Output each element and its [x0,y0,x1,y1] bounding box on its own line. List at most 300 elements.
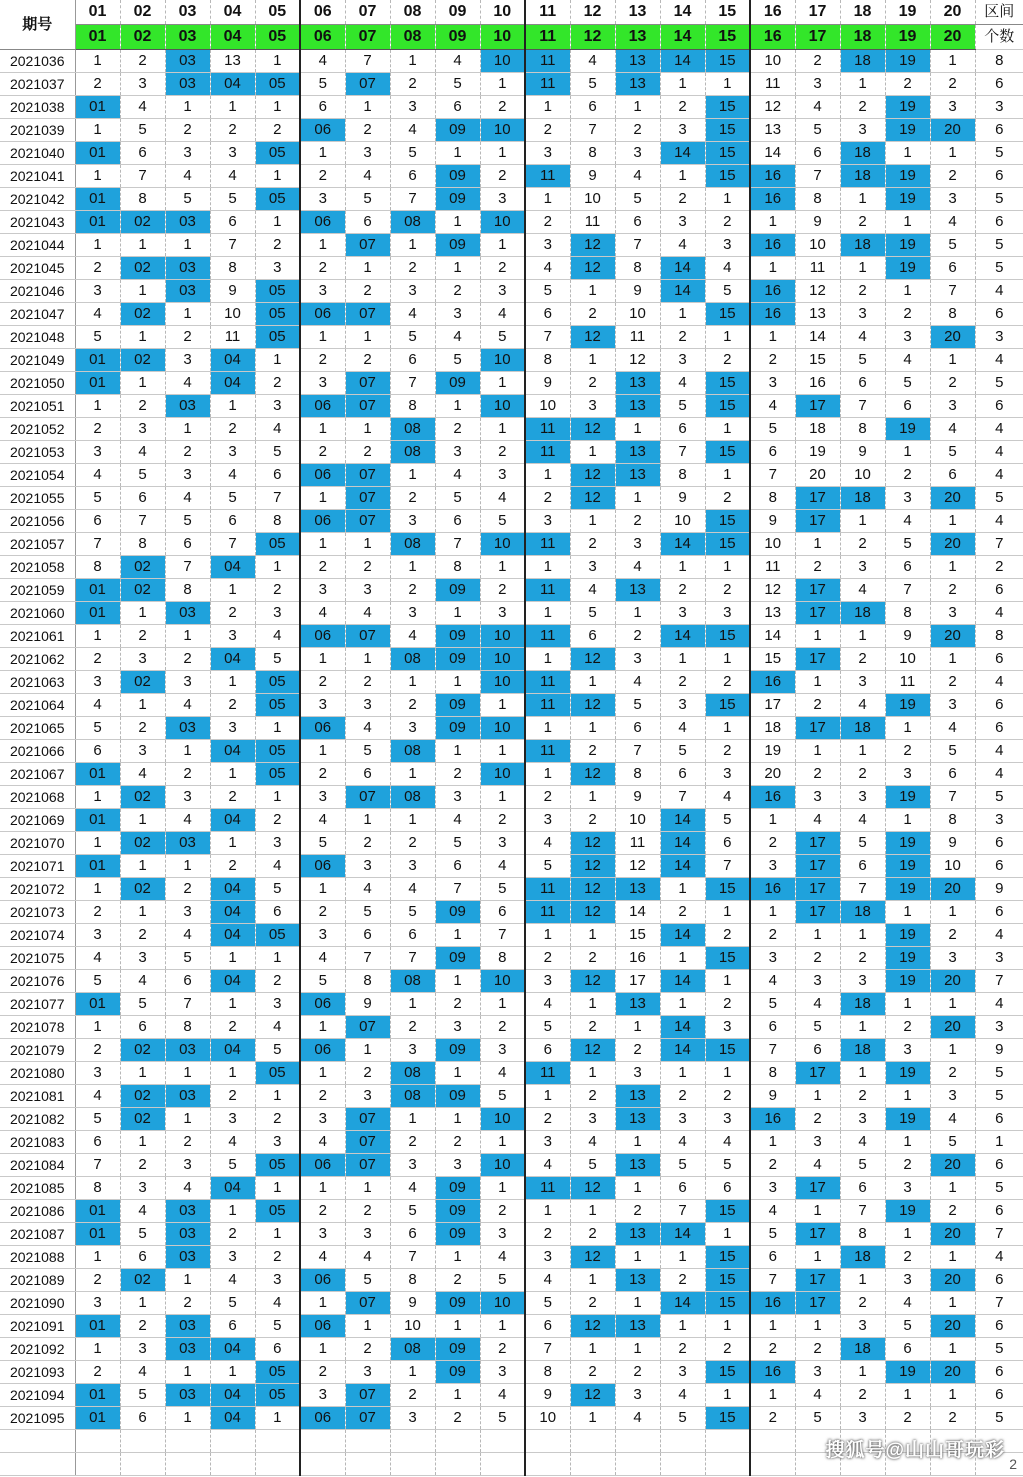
table-row [0,188,1023,211]
hit-cell: 02 [120,832,165,855]
period-cell: 2021055 [0,487,75,510]
hit-cell: 18 [840,602,885,625]
miss-cell: 1 [615,1016,660,1039]
miss-cell: 1 [525,188,570,211]
blank-cell [660,1453,705,1476]
miss-cell: 2 [660,579,705,602]
miss-cell: 3 [570,556,615,579]
miss-cell: 1 [615,418,660,441]
miss-cell: 1 [525,1200,570,1223]
miss-cell: 5 [210,1292,255,1315]
hit-cell: 09 [435,234,480,257]
miss-cell: 7 [390,947,435,970]
hit-cell: 08 [390,970,435,993]
miss-cell: 5 [435,487,480,510]
interval-count-cell: 6 [975,1200,1023,1223]
miss-cell: 2 [165,878,210,901]
hit-cell: 08 [390,648,435,671]
miss-cell: 1 [480,73,525,96]
miss-cell: 6 [750,441,795,464]
miss-cell: 7 [660,441,705,464]
interval-count-cell: 4 [975,280,1023,303]
hit-cell: 19 [885,878,930,901]
miss-cell: 3 [615,648,660,671]
miss-cell: 4 [300,1246,345,1269]
miss-cell: 2 [390,257,435,280]
miss-cell: 8 [885,602,930,625]
hit-cell: 09 [435,579,480,602]
miss-cell: 5 [480,1269,525,1292]
miss-cell: 4 [615,556,660,579]
period-cell: 2021071 [0,855,75,878]
column-header-07: 07 [345,0,390,25]
miss-cell: 4 [210,464,255,487]
miss-cell: 7 [525,326,570,349]
miss-cell: 2 [345,1338,390,1361]
miss-cell: 5 [210,188,255,211]
miss-cell: 4 [345,878,390,901]
miss-cell: 4 [570,1131,615,1154]
miss-cell: 1 [165,740,210,763]
table-row [0,326,1023,349]
miss-cell: 4 [345,1246,390,1269]
blank-cell [165,1453,210,1476]
hit-cell: 07 [345,464,390,487]
miss-cell: 6 [210,510,255,533]
hit-cell: 13 [615,50,660,73]
miss-cell: 2 [390,1131,435,1154]
hit-cell: 07 [345,73,390,96]
miss-cell: 3 [750,947,795,970]
miss-cell: 5 [885,372,930,395]
miss-cell: 4 [255,855,300,878]
miss-cell: 7 [210,533,255,556]
period-cell: 2021039 [0,119,75,142]
miss-cell: 1 [570,1269,615,1292]
miss-cell: 8 [795,188,840,211]
hit-cell: 14 [660,809,705,832]
hit-cell: 02 [120,211,165,234]
miss-cell: 8 [120,188,165,211]
hit-cell: 12 [570,1315,615,1338]
table-row [0,1269,1023,1292]
blank-cell [570,1430,615,1453]
miss-cell: 3 [840,1407,885,1430]
hit-cell: 05 [255,326,300,349]
miss-cell: 7 [480,924,525,947]
hit-cell: 06 [300,211,345,234]
miss-cell: 1 [390,50,435,73]
miss-cell: 1 [165,855,210,878]
table-row [0,602,1023,625]
miss-cell: 6 [120,142,165,165]
hit-cell: 16 [750,303,795,326]
hit-cell: 15 [705,142,750,165]
hit-cell: 09 [435,1292,480,1315]
miss-cell: 2 [75,1039,120,1062]
hit-cell: 02 [120,257,165,280]
miss-cell: 1 [435,1315,480,1338]
miss-cell: 6 [75,1131,120,1154]
miss-cell: 9 [840,441,885,464]
period-cell: 2021069 [0,809,75,832]
miss-cell: 4 [300,1131,345,1154]
miss-cell: 4 [390,878,435,901]
miss-cell: 1 [930,50,975,73]
hit-cell: 05 [255,1200,300,1223]
miss-cell: 9 [795,211,840,234]
miss-cell: 2 [885,740,930,763]
miss-cell: 1 [300,648,345,671]
hit-cell: 04 [210,1338,255,1361]
miss-cell: 14 [795,326,840,349]
miss-cell: 5 [525,855,570,878]
miss-cell: 1 [615,1292,660,1315]
miss-cell: 1 [435,142,480,165]
miss-cell: 2 [300,165,345,188]
miss-cell: 2 [165,648,210,671]
column-header-09: 09 [435,0,480,25]
hit-cell: 04 [210,1039,255,1062]
hit-cell: 11 [525,579,570,602]
miss-cell: 4 [525,832,570,855]
period-cell: 2021061 [0,625,75,648]
hit-cell: 17 [795,1062,840,1085]
miss-cell: 4 [75,694,120,717]
miss-cell: 1 [615,1177,660,1200]
miss-cell: 14 [750,625,795,648]
hit-cell: 02 [120,303,165,326]
miss-cell: 1 [480,1177,525,1200]
miss-cell: 6 [255,901,300,924]
hit-cell: 04 [210,1177,255,1200]
interval-count-cell: 5 [975,1177,1023,1200]
table-row [0,1016,1023,1039]
miss-cell: 5 [480,1085,525,1108]
miss-cell: 3 [435,441,480,464]
hit-cell: 04 [210,924,255,947]
miss-cell: 2 [345,441,390,464]
hit-cell: 11 [525,441,570,464]
miss-cell: 3 [75,441,120,464]
miss-cell: 17 [750,694,795,717]
miss-cell: 5 [615,188,660,211]
hit-cell: 05 [255,1384,300,1407]
hit-cell: 03 [165,1338,210,1361]
blank-cell [255,1453,300,1476]
miss-cell: 5 [795,1016,840,1039]
miss-cell: 1 [255,1407,300,1430]
hit-cell: 14 [660,1223,705,1246]
interval-count-cell: 4 [975,1246,1023,1269]
miss-cell: 1 [345,418,390,441]
miss-cell: 2 [165,326,210,349]
miss-cell: 2 [165,119,210,142]
hit-cell: 07 [345,625,390,648]
blank-cell [75,1430,120,1453]
hit-cell: 03 [165,832,210,855]
miss-cell: 4 [75,464,120,487]
miss-cell: 5 [435,832,480,855]
miss-cell: 1 [525,763,570,786]
miss-cell: 2 [210,602,255,625]
miss-cell: 6 [570,625,615,648]
miss-cell: 2 [840,947,885,970]
table-row [0,556,1023,579]
miss-cell: 3 [930,947,975,970]
miss-cell: 4 [435,326,480,349]
miss-cell: 19 [750,740,795,763]
miss-cell: 1 [165,303,210,326]
hit-cell: 11 [525,1177,570,1200]
blank-cell [660,1430,705,1453]
miss-cell: 7 [615,234,660,257]
miss-cell: 1 [390,1361,435,1384]
miss-cell: 3 [435,1016,480,1039]
miss-cell: 18 [750,717,795,740]
column-header-12: 12 [570,0,615,25]
hit-cell: 01 [75,1200,120,1223]
hit-cell: 16 [750,188,795,211]
hit-cell: 01 [75,579,120,602]
hit-cell: 01 [75,602,120,625]
interval-count-cell: 4 [975,464,1023,487]
interval-count-cell: 6 [975,1315,1023,1338]
miss-cell: 1 [255,947,300,970]
table-row [0,1200,1023,1223]
miss-cell: 1 [120,234,165,257]
hit-cell: 20 [930,625,975,648]
miss-cell: 1 [930,648,975,671]
miss-cell: 3 [525,970,570,993]
miss-cell: 1 [345,1039,390,1062]
miss-cell: 3 [255,395,300,418]
miss-cell: 7 [570,119,615,142]
miss-cell: 3 [75,1062,120,1085]
table-row [0,1246,1023,1269]
hit-cell: 20 [930,1269,975,1292]
interval-count-cell: 6 [975,717,1023,740]
miss-cell: 7 [75,1154,120,1177]
blank-cell [750,1430,795,1453]
miss-cell: 3 [255,1269,300,1292]
blank-cell [750,1453,795,1476]
miss-cell: 3 [300,1223,345,1246]
column-header-05: 05 [255,0,300,25]
miss-cell: 7 [930,786,975,809]
miss-cell: 2 [480,1338,525,1361]
miss-cell: 2 [345,349,390,372]
miss-cell: 4 [795,993,840,1016]
table-row [0,1407,1023,1430]
miss-cell: 2 [300,1085,345,1108]
miss-cell: 2 [705,349,750,372]
miss-cell: 5 [120,464,165,487]
miss-cell: 1 [480,556,525,579]
miss-cell: 2 [480,1016,525,1039]
miss-cell: 11 [210,326,255,349]
hit-cell: 04 [210,1407,255,1430]
table-row [0,901,1023,924]
hit-cell: 12 [570,1246,615,1269]
hit-cell: 20 [930,878,975,901]
miss-cell: 1 [615,1246,660,1269]
miss-cell: 2 [660,188,705,211]
interval-count-cell: 4 [975,924,1023,947]
miss-cell: 4 [345,602,390,625]
miss-cell: 1 [255,211,300,234]
miss-cell: 11 [885,671,930,694]
green-number-18: 18 [840,25,885,50]
hit-cell: 15 [705,878,750,901]
green-number-09: 09 [435,25,480,50]
period-cell: 2021074 [0,924,75,947]
miss-cell: 6 [390,1223,435,1246]
hit-cell: 15 [705,50,750,73]
miss-cell: 7 [435,533,480,556]
miss-cell: 3 [210,1108,255,1131]
miss-cell: 1 [750,211,795,234]
miss-cell: 2 [480,165,525,188]
hit-cell: 16 [750,786,795,809]
interval-count-cell: 4 [975,418,1023,441]
miss-cell: 1 [570,1062,615,1085]
miss-cell: 1 [750,1315,795,1338]
period-cell: 2021073 [0,901,75,924]
miss-cell: 1 [210,1062,255,1085]
miss-cell: 1 [795,1200,840,1223]
hit-cell: 17 [795,1269,840,1292]
hit-cell: 10 [480,119,525,142]
green-number-04: 04 [210,25,255,50]
hit-cell: 19 [885,924,930,947]
hit-cell: 17 [795,1292,840,1315]
miss-cell: 11 [750,73,795,96]
table-row [0,165,1023,188]
miss-cell: 2 [300,257,345,280]
miss-cell: 9 [660,487,705,510]
miss-cell: 1 [525,648,570,671]
miss-cell: 3 [255,602,300,625]
interval-count-cell: 4 [975,740,1023,763]
miss-cell: 4 [930,211,975,234]
hit-cell: 16 [750,1108,795,1131]
miss-cell: 3 [210,142,255,165]
miss-cell: 5 [75,970,120,993]
miss-cell: 1 [570,924,615,947]
miss-cell: 5 [390,326,435,349]
miss-cell: 1 [480,142,525,165]
miss-cell: 2 [525,1108,570,1131]
miss-cell: 6 [120,487,165,510]
green-number-19: 19 [885,25,930,50]
table-row [0,717,1023,740]
miss-cell: 15 [750,648,795,671]
miss-cell: 9 [750,1085,795,1108]
miss-cell: 1 [75,395,120,418]
miss-cell: 3 [525,234,570,257]
hit-cell: 14 [660,533,705,556]
miss-cell: 1 [885,142,930,165]
miss-cell: 6 [345,924,390,947]
miss-cell: 1 [930,1039,975,1062]
interval-count-cell: 7 [975,970,1023,993]
miss-cell: 7 [840,1200,885,1223]
miss-cell: 4 [930,1108,975,1131]
miss-cell: 2 [435,1131,480,1154]
miss-cell: 5 [255,648,300,671]
miss-cell: 8 [255,510,300,533]
hit-cell: 19 [885,1200,930,1223]
miss-cell: 4 [120,1361,165,1384]
miss-cell: 1 [300,234,345,257]
hit-cell: 10 [480,533,525,556]
miss-cell: 2 [300,441,345,464]
miss-cell: 1 [795,1085,840,1108]
hit-cell: 15 [705,1246,750,1269]
miss-cell: 1 [930,349,975,372]
hit-cell: 06 [300,119,345,142]
miss-cell: 3 [255,832,300,855]
miss-cell: 1 [705,1062,750,1085]
miss-cell: 1 [300,1338,345,1361]
hit-cell: 17 [795,1177,840,1200]
table-row [0,1039,1023,1062]
table-row [0,280,1023,303]
hit-cell: 01 [75,855,120,878]
period-cell: 2021049 [0,349,75,372]
miss-cell: 2 [390,694,435,717]
interval-count-cell: 6 [975,1269,1023,1292]
hit-cell: 05 [255,1154,300,1177]
hit-cell: 05 [255,303,300,326]
miss-cell: 1 [840,188,885,211]
hit-cell: 13 [615,441,660,464]
miss-cell: 4 [390,1177,435,1200]
miss-cell: 1 [480,1315,525,1338]
table-row [0,1315,1023,1338]
miss-cell: 3 [750,855,795,878]
miss-cell: 5 [120,993,165,1016]
miss-cell: 3 [345,142,390,165]
hit-cell: 10 [480,50,525,73]
miss-cell: 3 [480,464,525,487]
hit-cell: 15 [705,694,750,717]
miss-cell: 2 [255,119,300,142]
column-header-11: 11 [525,0,570,25]
miss-cell: 3 [930,96,975,119]
miss-cell: 12 [615,349,660,372]
miss-cell: 1 [525,1085,570,1108]
miss-cell: 4 [840,694,885,717]
miss-cell: 2 [840,1384,885,1407]
period-cell: 2021040 [0,142,75,165]
hit-cell: 02 [120,878,165,901]
miss-cell: 1 [750,257,795,280]
interval-count-cell: 4 [975,602,1023,625]
miss-cell: 6 [345,211,390,234]
miss-cell: 2 [705,924,750,947]
miss-cell: 9 [570,165,615,188]
miss-cell: 1 [840,1016,885,1039]
miss-cell: 2 [705,211,750,234]
period-cell: 2021091 [0,1315,75,1338]
miss-cell: 2 [705,1085,750,1108]
miss-cell: 4 [705,1131,750,1154]
miss-cell: 6 [300,96,345,119]
miss-cell: 6 [390,165,435,188]
miss-cell: 4 [480,1062,525,1085]
